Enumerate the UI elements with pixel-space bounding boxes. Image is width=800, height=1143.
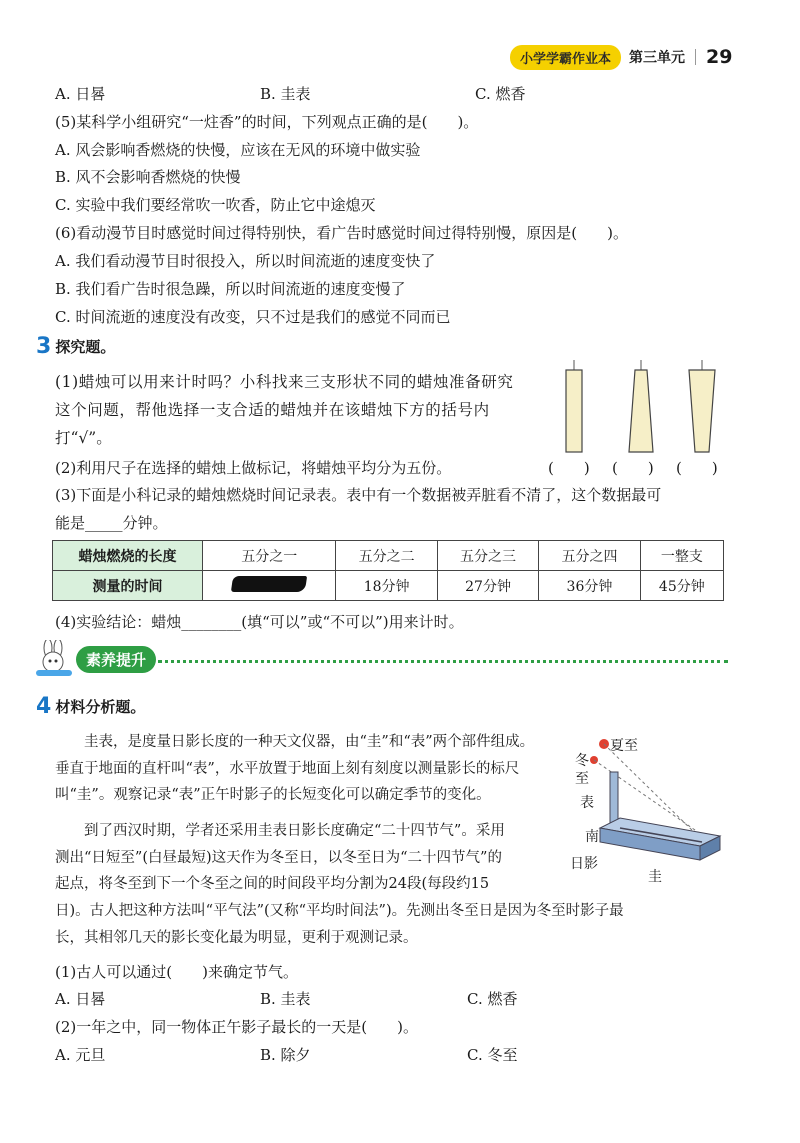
paragraph-line: 测出“日短至”(白昼最短)这天作为冬至日，以冬至日为“二十四节气”的 [55, 849, 502, 866]
candle-brackets [548, 457, 738, 479]
label-biao: 表 [580, 795, 594, 811]
table-cell: 36分钟 [539, 571, 640, 601]
page-number: 29 [706, 46, 733, 68]
section-number: 3 [36, 334, 52, 359]
candles-figure [555, 358, 735, 458]
table-cell: 27分钟 [437, 571, 538, 601]
q4-paragraph-2 [55, 818, 575, 898]
section-title: 材料分析题。 [55, 698, 146, 716]
q5-option-b[interactable]: B. 风不会影响香燃烧的快慢 [55, 168, 241, 186]
table-header-time: 测量的时间 [53, 571, 203, 601]
label-shadow: 日影 [570, 856, 598, 872]
table-cell-smudged [203, 571, 336, 601]
paragraph-line: 圭表，是度量日影长度的一种天文仪器，由“圭”和“表”两个部件组成。 [55, 734, 535, 750]
q6-stem: (6)看动漫节目时感觉时间过得特别快，看广告时感觉时间过得特别慢，原因是( )。 [55, 224, 628, 242]
bracket-1[interactable]: ( ) [548, 459, 590, 477]
candle-record-table [52, 540, 724, 601]
option-b[interactable]: B. 圭表 [260, 85, 311, 103]
banner-dotted-line [158, 660, 728, 663]
q4-sub2-options [55, 1044, 655, 1066]
table-row [53, 541, 724, 571]
skill-banner [34, 640, 156, 678]
header-divider [695, 49, 696, 65]
q5-option-a[interactable]: A. 风会影响香燃烧的快慢，应该在无风的环境中做实验 [55, 141, 421, 159]
q3-p2: (2)利用尺子在选择的蜡烛上做标记，将蜡烛平均分为五份。 [55, 459, 452, 477]
paragraph-line: 到了西汉时期，学者还采用圭表日影长度确定“二十四节气”。采用 [55, 823, 505, 839]
q3-p1-line2: 这个问题，帮他选择一支合适的蜡烛并在该蜡烛下方的括号内 [55, 401, 490, 419]
table-cell: 五分之二 [336, 541, 437, 571]
option-a[interactable]: A. 日晷 [55, 990, 106, 1008]
q4-sub1-stem: (1)古人可以通过( )来确定节气。 [55, 963, 298, 981]
section-3-heading [36, 334, 115, 359]
table-header-length: 蜡烛燃烧的长度 [53, 541, 203, 571]
table-cell: 五分之三 [437, 541, 538, 571]
table-cell: 五分之四 [539, 541, 640, 571]
option-a[interactable]: A. 日晷 [55, 85, 106, 103]
table-cell: 18分钟 [336, 571, 437, 601]
table-cell: 一整支 [640, 541, 723, 571]
page-header [510, 44, 732, 70]
q4-paragraph-1 [55, 729, 575, 809]
paragraph-line: 长，其相邻几天的影长变化最为明显，更利于观测记录。 [55, 929, 418, 946]
label-summer: 夏至 [610, 738, 638, 754]
bracket-2[interactable]: ( ) [612, 459, 654, 477]
q3-p1-line1: (1)蜡烛可以用来计时吗？小科找来三支形状不同的蜡烛准备研究 [55, 373, 514, 391]
brand-badge: 小学学霸作业本 [510, 45, 621, 70]
q6-option-a[interactable]: A. 我们看动漫节目时很投入，所以时间流逝的速度变快了 [55, 252, 436, 270]
q3-p3-line1: (3)下面是小科记录的蜡烛燃烧时间记录表。表中有一个数据被弄脏看不清了，这个数据最可 [55, 486, 662, 504]
ink-smudge [231, 576, 307, 592]
option-c[interactable]: C. 燃香 [467, 990, 518, 1008]
candle-wide-top[interactable] [689, 360, 715, 452]
option-c[interactable]: C. 燃香 [475, 85, 526, 103]
unit-label: 第三单元 [629, 50, 686, 66]
option-b[interactable]: B. 除夕 [260, 1046, 311, 1064]
option-a[interactable]: A. 元旦 [55, 1046, 106, 1064]
paragraph-line: 叫“圭”。观察记录“表”正午时影子的长短变化可以确定季节的变化。 [55, 787, 491, 803]
bracket-3[interactable]: ( ) [676, 459, 718, 477]
q3-p3-line2: 能是_____分钟。 [55, 514, 168, 532]
q4-options-top [55, 83, 655, 105]
label-gui: 圭 [648, 869, 662, 885]
table-cell: 五分之一 [203, 541, 336, 571]
q4-paragraph-3 [55, 898, 745, 951]
q3-p1-line3: 打“√”。 [55, 429, 112, 447]
q5-stem: (5)某科学小组研究“一炷香”的时间，下列观点正确的是( )。 [55, 113, 479, 131]
rabbit-icon [34, 640, 74, 678]
paragraph-line: 起点，将冬至到下一个冬至之间的时间段平均分割为24段(每段约15 [55, 876, 490, 892]
q3-p4: (4)实验结论：蜡烛________(填“可以”或“不可以”)用来计时。 [55, 613, 464, 631]
table-cell: 45分钟 [640, 571, 723, 601]
q4-sub2-stem: (2)一年之中，同一物体正午影子最长的一天是( )。 [55, 1018, 418, 1036]
candle-narrow-top[interactable] [629, 360, 653, 452]
label-south: 南 [585, 829, 599, 845]
paragraph-line: 日)。古人把这种方法叫“平气法”(又称“平均时间法”)。先测出冬至日是因为冬至时影子最 [55, 903, 624, 919]
section-4-heading [36, 694, 145, 719]
section-title: 探究题。 [55, 338, 116, 356]
table-row [53, 571, 724, 601]
section-number: 4 [36, 694, 52, 719]
banner-title: 素养提升 [76, 646, 156, 673]
paragraph-line: 垂直于地面的直杆叫“表”，水平放置于地面上刻有刻度以测量影长的标尺 [55, 760, 520, 777]
candle-straight[interactable] [566, 360, 582, 452]
option-c[interactable]: C. 冬至 [467, 1046, 518, 1064]
option-b[interactable]: B. 圭表 [260, 990, 311, 1008]
q6-option-c[interactable]: C. 时间流逝的速度没有改变，只不过是我们的感觉不同而已 [55, 308, 451, 326]
label-winter: 冬至 [575, 753, 589, 787]
q5-option-c[interactable]: C. 实验中我们要经常吹一吹香，防止它中途熄灭 [55, 196, 376, 214]
q6-option-b[interactable]: B. 我们看广告时很急躁，所以时间流逝的速度变慢了 [55, 280, 406, 298]
q4-sub1-options [55, 988, 655, 1010]
